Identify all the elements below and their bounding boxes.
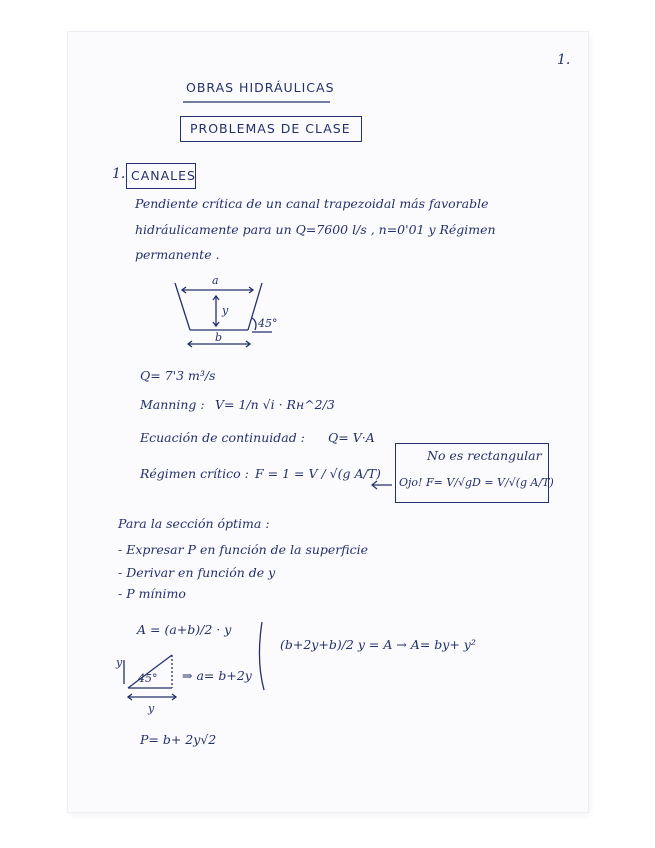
area-result: (b+2y+b)/2 y = A → A= by+ y²	[280, 637, 476, 652]
trapezoid-top-label: a	[212, 274, 219, 287]
section-name: CANALES	[131, 168, 196, 183]
flow-equation: Q= 7'3 m³/s	[140, 368, 216, 383]
trapezoid-depth-label: y	[222, 304, 229, 317]
continuity-formula: Q= V·A	[328, 430, 375, 445]
subtitle: PROBLEMAS DE CLASE	[190, 121, 351, 136]
note-title: No es rectangular	[427, 448, 542, 463]
trapezoid-bottom-label: b	[215, 331, 223, 344]
optimal-step-1: - Expresar P en función de la superficie	[118, 542, 369, 557]
manning-formula: V= 1/n √i · Rн^2/3	[215, 397, 335, 412]
note-formula: Ojo! F= V/√gD = V/√(g A/T)	[399, 476, 554, 489]
optimal-step-3: - P mínimo	[118, 586, 186, 601]
page-number: 1.	[557, 52, 571, 68]
triangle-angle-label: 45°	[138, 672, 158, 685]
problem-line-1: Pendiente crítica de un canal trapezoidal más favorable	[135, 196, 489, 211]
optimal-intro: Para la sección óptima :	[118, 516, 270, 531]
optimal-step-2: - Derivar en función de y	[118, 565, 276, 580]
trapezoid-angle-label: 45°	[258, 317, 278, 330]
problem-line-2: hidráulicamente para un Q=7600 l/s , n=0'01 y Régimen	[135, 222, 496, 237]
triangle-side-label: y	[116, 656, 123, 669]
critical-label: Régimen crítico :	[140, 466, 249, 481]
area-formula: A = (a+b)/2 · y	[137, 622, 232, 637]
side-relation: ⇒ a= b+2y	[182, 668, 252, 683]
course-title: OBRAS HIDRÁULICAS	[186, 80, 335, 95]
manning-label: Manning :	[140, 397, 205, 412]
problem-line-3: permanente .	[135, 247, 220, 262]
section-number: 1.	[112, 166, 126, 182]
critical-formula: F = 1 = V / √(g A/T)	[255, 466, 381, 481]
continuity-label: Ecuación de continuidad :	[140, 430, 305, 445]
triangle-base-label: y	[148, 702, 155, 715]
perimeter-formula: P= b+ 2y√2	[140, 732, 217, 747]
